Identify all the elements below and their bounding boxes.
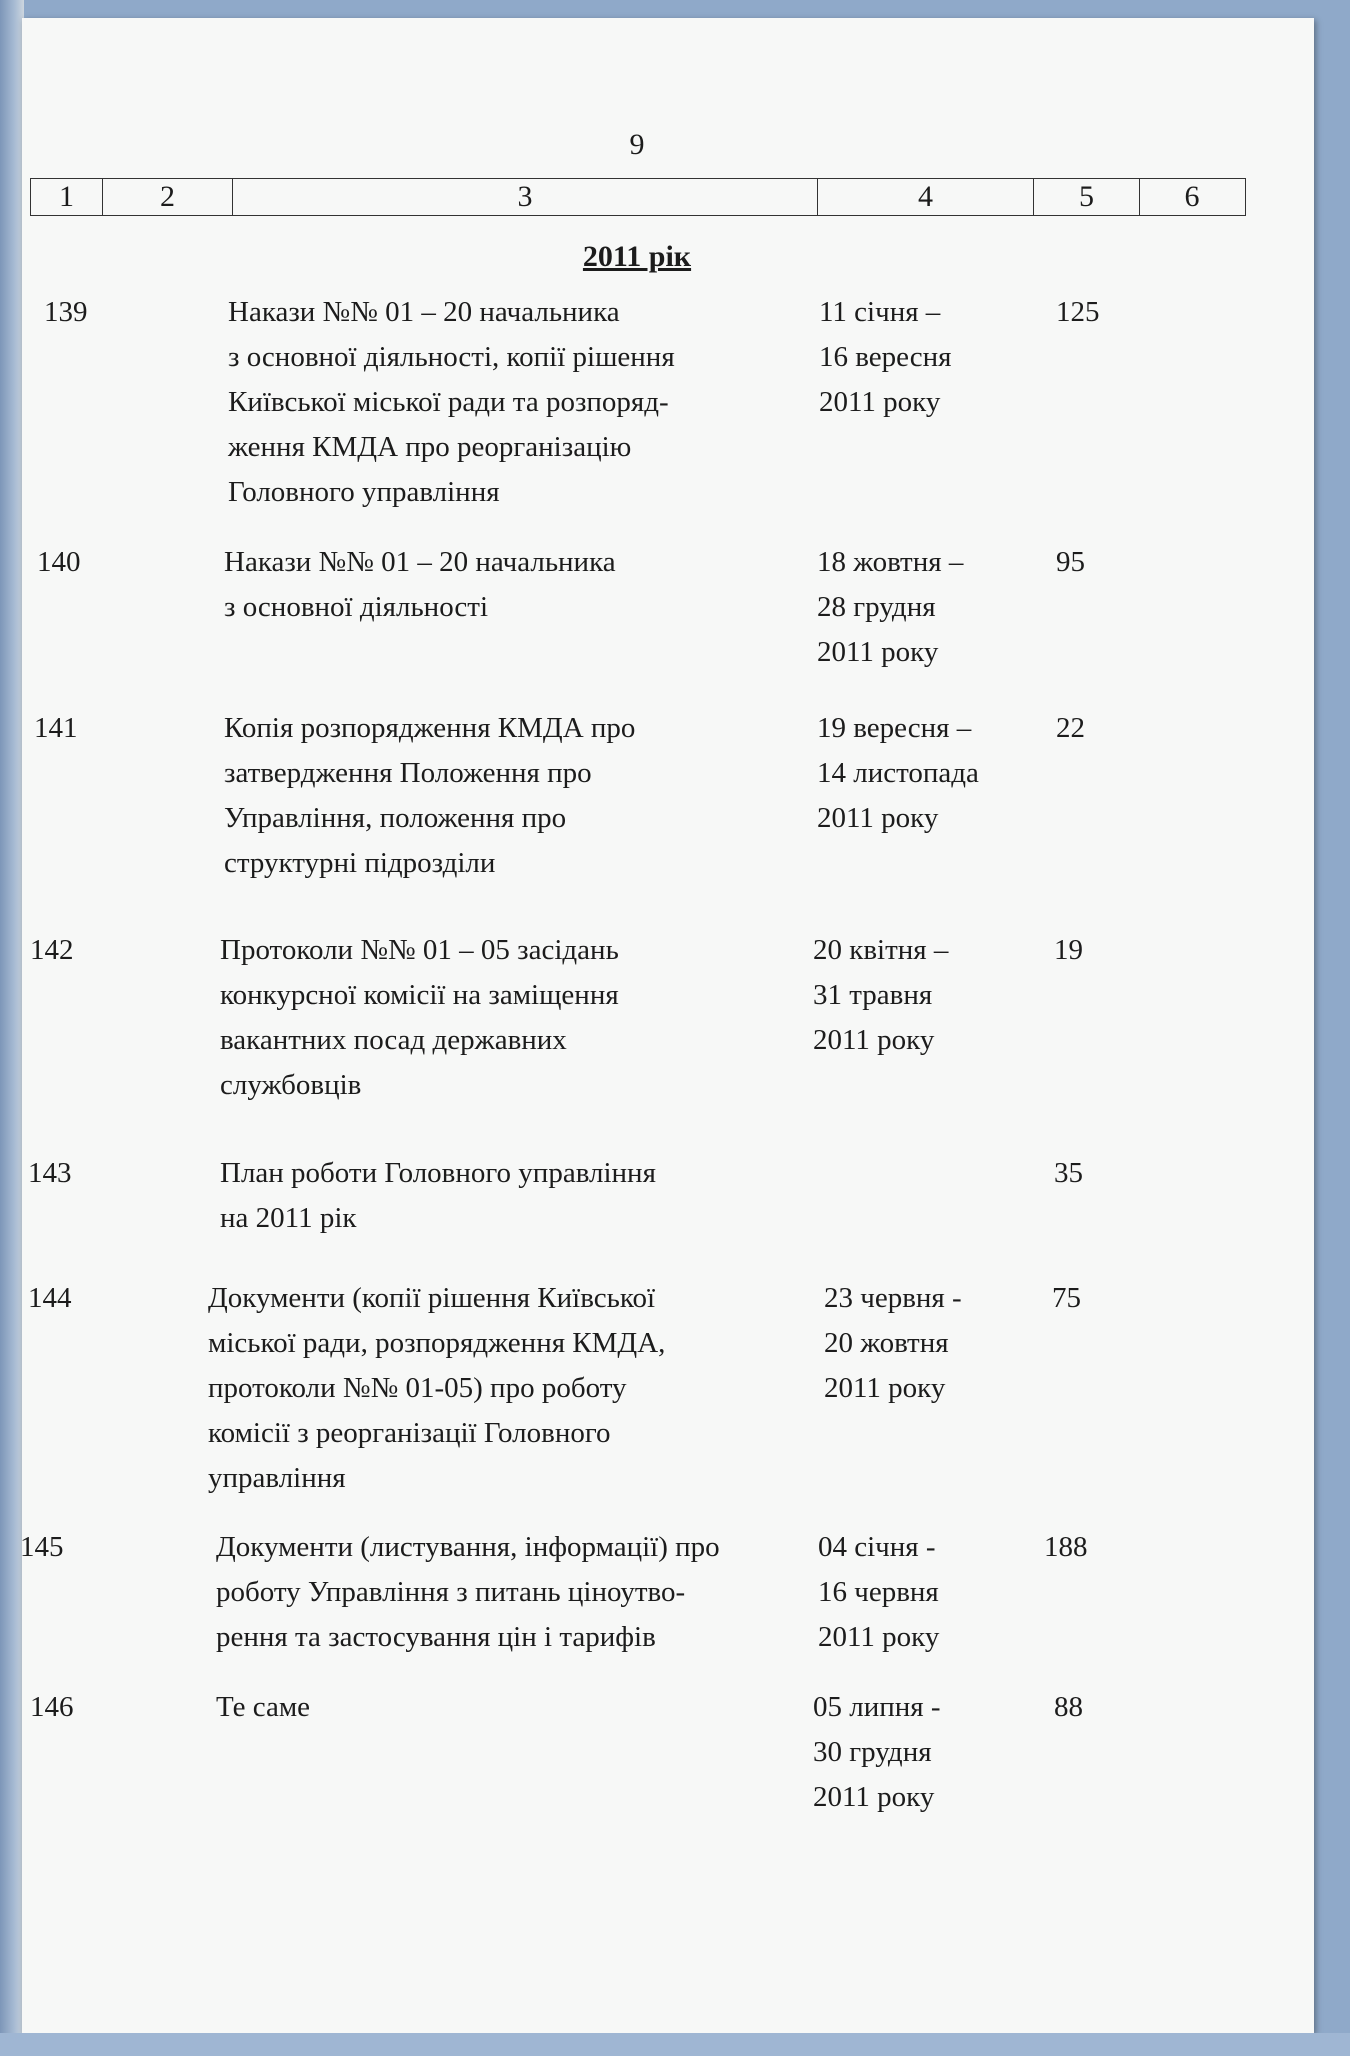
entry-number: 145 xyxy=(20,1531,64,1563)
entry-sheet-count: 19 xyxy=(1054,934,1083,966)
description-line: Документи (листування, інформації) про xyxy=(216,1531,720,1563)
column-header-row xyxy=(30,178,1246,216)
entry-dates xyxy=(824,1276,962,1411)
column-header-5: 5 xyxy=(1034,179,1140,215)
entry-sheet-count: 188 xyxy=(1044,1531,1088,1563)
description-line: з основної діяльності, копії рішення xyxy=(228,341,675,373)
document-page xyxy=(22,18,1314,2033)
description-line: Копія розпорядження КМДА про xyxy=(224,712,636,744)
entry-number: 143 xyxy=(28,1157,72,1189)
entry-number: 141 xyxy=(34,712,78,744)
column-header-6: 6 xyxy=(1184,180,1200,213)
description-line: рення та застосування цін і тарифів xyxy=(216,1621,656,1653)
date-line: 18 жовтня – xyxy=(817,546,964,578)
column-header-4: 4 xyxy=(818,179,1034,215)
description-line: План роботи Головного управління xyxy=(220,1157,656,1189)
description-line: Головного управління xyxy=(228,476,500,508)
entry-number: 139 xyxy=(44,296,88,328)
entry-sheet-count: 22 xyxy=(1056,712,1085,744)
description-line: протоколи №№ 01-05) про роботу xyxy=(208,1372,627,1404)
entry-number: 144 xyxy=(28,1282,72,1314)
date-line: 05 липня - xyxy=(813,1691,941,1723)
description-line: Накази №№ 01 – 20 начальника xyxy=(224,546,616,578)
description-line: комісії з реорганізації Головного xyxy=(208,1417,611,1449)
description-line: Документи (копії рішення Київської xyxy=(208,1282,656,1314)
entry-dates xyxy=(817,706,979,841)
date-line: 2011 року xyxy=(813,1024,935,1056)
desk-surface xyxy=(0,2033,1350,2056)
description-line: управління xyxy=(208,1462,346,1494)
entry-dates xyxy=(819,290,951,425)
entry-sheet-count: 35 xyxy=(1054,1157,1083,1189)
column-header-3: 3 xyxy=(233,179,818,215)
entry-description xyxy=(208,1276,665,1501)
date-line: 14 листопада xyxy=(817,757,979,789)
entry-number: 146 xyxy=(30,1691,74,1723)
description-line: з основної діяльності xyxy=(224,591,489,623)
description-line: конкурсної комісії на заміщення xyxy=(220,979,619,1011)
entry-sheet-count: 88 xyxy=(1054,1691,1083,1723)
column-header-2: 2 xyxy=(103,179,233,215)
description-line: Те саме xyxy=(216,1691,311,1723)
entry-number: 142 xyxy=(30,934,74,966)
entry-dates xyxy=(818,1525,939,1660)
entry-dates xyxy=(813,1685,941,1820)
entry-description xyxy=(216,1685,310,1730)
description-line: ження КМДА про реорганізацію xyxy=(228,431,632,463)
date-line: 20 квітня – xyxy=(813,934,949,966)
description-line: структурні підрозділи xyxy=(224,847,496,879)
description-line: вакантних посад державних xyxy=(220,1024,567,1056)
entry-sheet-count: 75 xyxy=(1052,1282,1081,1314)
date-line: 2011 року xyxy=(817,636,939,668)
entry-description xyxy=(228,290,675,515)
column-header-1: 1 xyxy=(31,179,103,215)
date-line: 2011 року xyxy=(819,386,941,418)
description-line: затвердження Положення про xyxy=(224,757,592,789)
entry-sheet-count: 125 xyxy=(1056,296,1100,328)
description-line: роботу Управління з питань ціноутво- xyxy=(216,1576,686,1608)
entry-sheet-count: 95 xyxy=(1056,546,1085,578)
date-line: 04 січня - xyxy=(818,1531,936,1563)
page-number: 9 xyxy=(629,128,645,161)
date-line: 19 вересня – xyxy=(817,712,972,744)
entry-description xyxy=(220,1151,656,1241)
description-line: Київської міської ради та розпоряд- xyxy=(228,386,669,418)
entry-description xyxy=(224,706,635,886)
description-line: службовців xyxy=(220,1069,362,1101)
entry-description xyxy=(220,928,619,1108)
entry-description xyxy=(224,540,616,630)
date-line: 2011 року xyxy=(818,1621,940,1653)
date-line: 23 червня - xyxy=(824,1282,962,1314)
description-line: Протоколи №№ 01 – 05 засідань xyxy=(220,934,619,966)
entry-dates xyxy=(813,928,948,1063)
date-line: 31 травня xyxy=(813,979,933,1011)
description-line: міської ради, розпорядження КМДА, xyxy=(208,1327,666,1359)
year-heading: 2011 рік xyxy=(582,240,692,273)
date-line: 2011 року xyxy=(813,1781,935,1813)
date-line: 30 грудня xyxy=(813,1736,932,1768)
entry-description xyxy=(216,1525,720,1660)
date-line: 2011 року xyxy=(817,802,939,834)
date-line: 20 жовтня xyxy=(824,1327,949,1359)
date-line: 2011 року xyxy=(824,1372,946,1404)
date-line: 16 вересня xyxy=(819,341,952,373)
description-line: на 2011 рік xyxy=(220,1202,357,1234)
date-line: 11 січня – xyxy=(819,296,941,328)
entry-dates xyxy=(817,540,963,675)
description-line: Накази №№ 01 – 20 начальника xyxy=(228,296,620,328)
date-line: 28 грудня xyxy=(817,591,936,623)
description-line: Управління, положення про xyxy=(224,802,567,834)
entry-number: 140 xyxy=(37,546,81,578)
date-line: 16 червня xyxy=(818,1576,939,1608)
book-binding-edge xyxy=(0,0,24,2056)
